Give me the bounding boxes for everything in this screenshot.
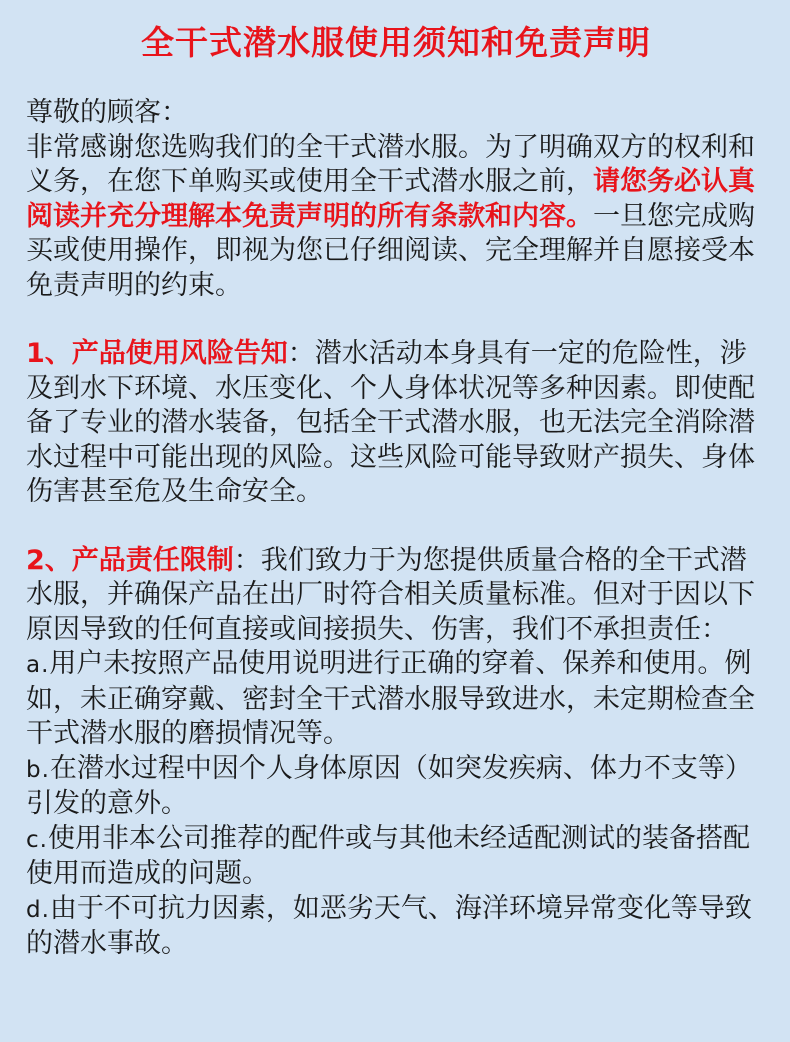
- section-2-colon: ：: [233, 544, 261, 576]
- greeting: 尊敬的顾客：: [26, 97, 188, 128]
- intro-highlight: 请您务必认真阅读并充分理解本免责声明的所有条款和内容。: [26, 166, 755, 232]
- intro-section: [26, 96, 766, 303]
- section-1-paragraph: [26, 337, 766, 510]
- list-item-c: [26, 822, 766, 892]
- list-item-b: [26, 752, 766, 822]
- section-2-body: 我们致力于为您提供质量合格的全干式潜水服，并确保产品在出厂时符合相关质量标准。但对于因以下原因导致的任何直接或间接损失、伤害，我们不承担责任：: [26, 544, 755, 645]
- spacer: [26, 510, 766, 544]
- list-item-text: 在潜水过程中因个人身体原因（如突发疾病、体力不支等）引发的意外。: [26, 752, 752, 819]
- spacer: [26, 303, 766, 337]
- section-1: [26, 337, 766, 510]
- list-item-d: [26, 892, 766, 962]
- section-2-paragraph: [26, 544, 766, 648]
- list-item-label: c.: [26, 826, 48, 853]
- intro-text-before: 非常感谢您选购我们的全干式潜水服。为了明确双方的权利和义务，在您下单购买或使用全干式潜水服之前，: [26, 131, 755, 197]
- section-1-colon: ：: [287, 338, 315, 369]
- list-item-label: a.: [26, 652, 50, 678]
- list-item-text: 用户未按照产品使用说明进行正确的穿着、保养和使用。例如，未正确穿戴、密封全干式潜水服导致进水，未定期检查全干式潜水服的磨损情况等。: [26, 648, 755, 749]
- list-item-a: [26, 647, 766, 752]
- intro-text-after: 一旦您完成购买或使用操作，即视为您已仔细阅读、完全理解并自愿接受本免责声明的约束。: [26, 200, 755, 301]
- intro-paragraph: [26, 131, 766, 304]
- list-item-text: 使用非本公司推荐的配件或与其他未经适配测试的装备搭配使用而造成的问题。: [26, 822, 750, 889]
- list-item-text: 由于不可抗力因素，如恶劣天气、海洋环境异常变化等导致的潜水事故。: [26, 892, 752, 959]
- section-1-body: 潜水活动本身具有一定的危险性，涉及到水下环境、水压变化、个人身体状况等多种因素。即使配备了专业的潜水装备，包括全干式潜水服，也无法完全消除潜水过程中可能出现的风险。这些风险可能导致财产损失、身体伤害甚至危及生命安全。: [26, 338, 755, 507]
- section-2: [26, 544, 766, 962]
- list-item-label: d.: [26, 896, 50, 923]
- list-item-label: b.: [26, 756, 50, 783]
- section-2-heading: 2、产品责任限制: [26, 544, 234, 576]
- section-1-heading: 1、产品使用风险告知: [26, 338, 288, 369]
- page-title: 全干式潜水服使用须知和免责声明: [141, 23, 651, 62]
